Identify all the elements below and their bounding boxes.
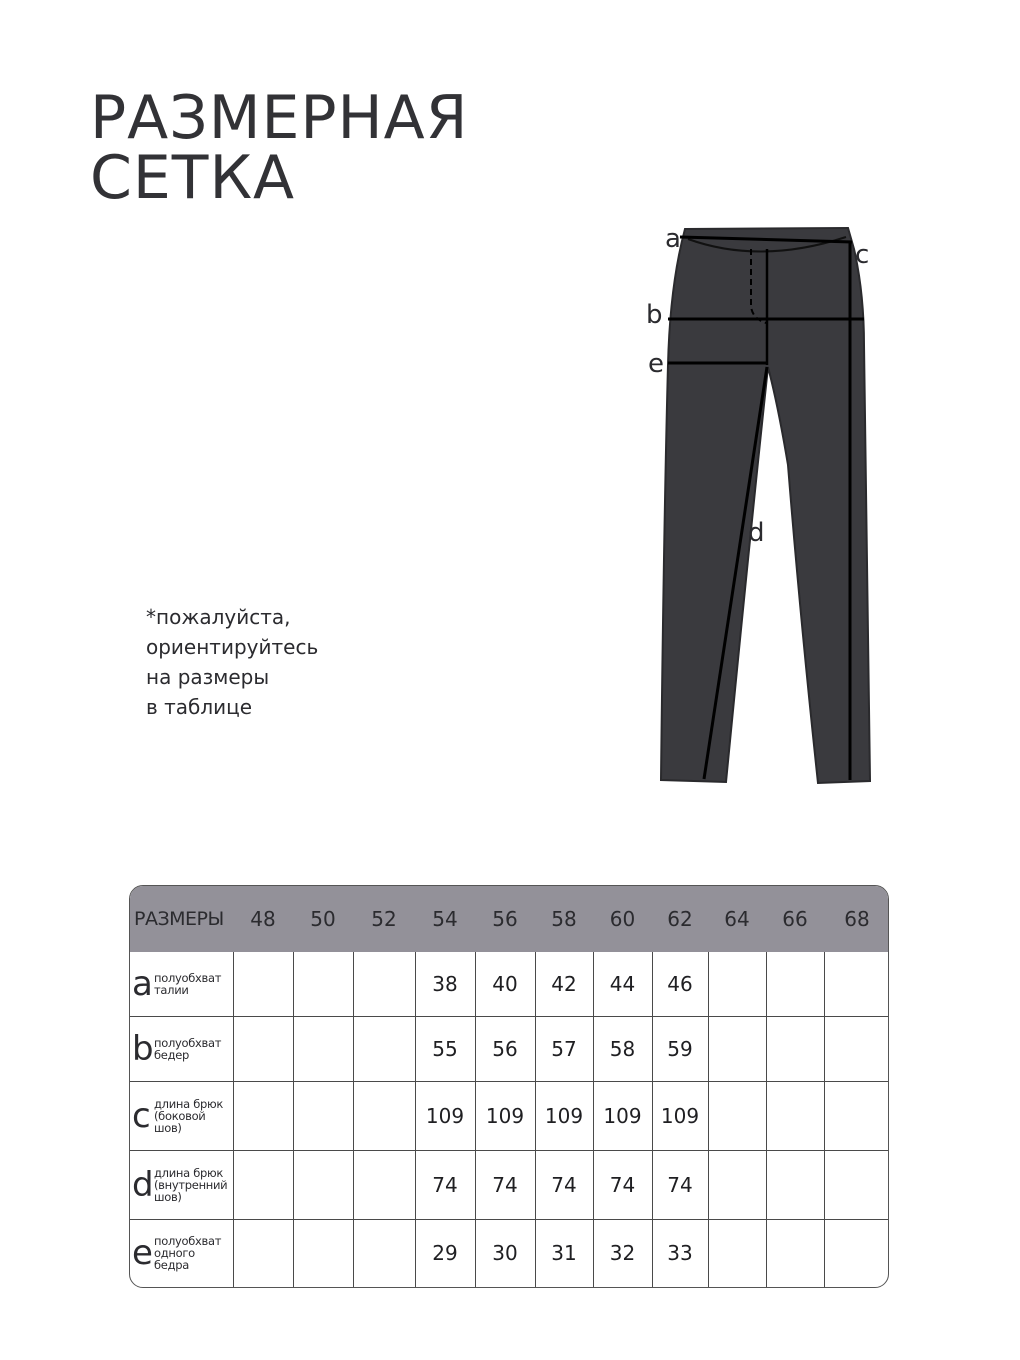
table-cell bbox=[766, 1081, 824, 1150]
table-cell bbox=[708, 1150, 766, 1219]
label-d: d bbox=[748, 518, 765, 548]
label-c: c bbox=[855, 240, 870, 270]
row-letter: b bbox=[132, 1028, 154, 1069]
row-label-cell bbox=[130, 952, 233, 1016]
size-table bbox=[129, 885, 889, 1288]
table-cell bbox=[233, 1016, 293, 1081]
row-label-cell bbox=[130, 1016, 233, 1081]
row-description: длина брюк (внутренний шов) bbox=[154, 1165, 228, 1204]
table-cell bbox=[824, 952, 889, 1016]
table-cell: 56 bbox=[475, 1016, 535, 1081]
table-cell bbox=[293, 1016, 353, 1081]
table-cell: 33 bbox=[652, 1219, 708, 1287]
size-header-cell: 54 bbox=[432, 907, 458, 931]
page-title-line-2: СЕТКА bbox=[90, 143, 296, 213]
table-cell: 109 bbox=[593, 1081, 652, 1150]
table-cell: 109 bbox=[475, 1081, 535, 1150]
table-cell bbox=[766, 952, 824, 1016]
table-cell: 29 bbox=[415, 1219, 475, 1287]
table-cell: 42 bbox=[535, 952, 593, 1016]
table-cell bbox=[708, 1081, 766, 1150]
table-cell bbox=[824, 1219, 889, 1287]
table-cell bbox=[353, 1150, 415, 1219]
table-cell: 31 bbox=[535, 1219, 593, 1287]
table-cell bbox=[766, 1150, 824, 1219]
label-b: b bbox=[646, 300, 663, 330]
table-row bbox=[130, 1219, 889, 1287]
size-table-grid bbox=[130, 886, 889, 1287]
table-cell: 74 bbox=[652, 1150, 708, 1219]
note-line-3: на размеры bbox=[146, 665, 270, 689]
row-letter: a bbox=[132, 963, 153, 1004]
table-cell bbox=[824, 1150, 889, 1219]
table-cell bbox=[353, 1016, 415, 1081]
row-letter: e bbox=[132, 1233, 153, 1274]
table-cell bbox=[766, 1219, 824, 1287]
table-cell bbox=[293, 952, 353, 1016]
table-cell: 109 bbox=[535, 1081, 593, 1150]
page-title bbox=[90, 83, 469, 213]
table-cell bbox=[353, 1219, 415, 1287]
table-cell: 74 bbox=[593, 1150, 652, 1219]
table-cell bbox=[708, 952, 766, 1016]
size-header-cell: 50 bbox=[310, 907, 336, 931]
table-cell bbox=[233, 1219, 293, 1287]
row-description: полуобхват талии bbox=[154, 970, 222, 997]
table-cell bbox=[293, 1219, 353, 1287]
row-description: полуобхват одного бедра bbox=[154, 1234, 222, 1273]
table-cell: 30 bbox=[475, 1219, 535, 1287]
table-cell: 109 bbox=[415, 1081, 475, 1150]
size-header-cell: 66 bbox=[782, 907, 808, 931]
size-header-cell: 52 bbox=[371, 907, 397, 931]
row-label-cell bbox=[130, 1150, 233, 1219]
table-cell: 74 bbox=[535, 1150, 593, 1219]
size-header-cell: 60 bbox=[609, 907, 636, 931]
label-e: e bbox=[648, 349, 664, 379]
table-cell: 40 bbox=[475, 952, 535, 1016]
table-cell bbox=[293, 1081, 353, 1150]
table-cell: 44 bbox=[593, 952, 652, 1016]
row-description: полуобхват бедер bbox=[154, 1035, 222, 1062]
table-row bbox=[130, 952, 889, 1016]
size-header-cell: 48 bbox=[250, 907, 276, 931]
table-cell: 38 bbox=[415, 952, 475, 1016]
table-cell: 58 bbox=[593, 1016, 652, 1081]
size-header-cell: 64 bbox=[724, 907, 750, 931]
table-cell bbox=[233, 952, 293, 1016]
table-cell bbox=[233, 1150, 293, 1219]
row-label-cell bbox=[130, 1081, 233, 1150]
table-cell: 109 bbox=[652, 1081, 708, 1150]
table-cell bbox=[824, 1016, 889, 1081]
table-cell bbox=[708, 1016, 766, 1081]
row-letter: c bbox=[132, 1095, 151, 1136]
table-cell bbox=[708, 1219, 766, 1287]
table-row bbox=[130, 1081, 889, 1150]
size-header-label: РАЗМЕРЫ bbox=[134, 908, 224, 930]
table-cell bbox=[353, 1081, 415, 1150]
note-line-1: *пожалуйста, bbox=[146, 605, 291, 629]
row-label-cell bbox=[130, 1219, 233, 1287]
table-cell bbox=[233, 1081, 293, 1150]
size-header-cell: 58 bbox=[551, 907, 577, 931]
table-cell bbox=[353, 952, 415, 1016]
table-cell: 74 bbox=[475, 1150, 535, 1219]
row-letter: d bbox=[132, 1164, 154, 1205]
note-line-4: в таблице bbox=[146, 695, 253, 719]
table-cell: 46 bbox=[652, 952, 708, 1016]
size-header-cell: 56 bbox=[492, 907, 518, 931]
size-header-cell: 62 bbox=[667, 907, 693, 931]
table-cell bbox=[293, 1150, 353, 1219]
pants-diagram bbox=[640, 215, 890, 795]
table-cell bbox=[766, 1016, 824, 1081]
size-header-row bbox=[130, 886, 889, 952]
note-line-2: ориентируйтесь bbox=[146, 635, 319, 659]
table-cell: 59 bbox=[652, 1016, 708, 1081]
table-cell: 32 bbox=[593, 1219, 652, 1287]
row-description: длина брюк (боковой шов) bbox=[154, 1096, 224, 1135]
table-cell: 74 bbox=[415, 1150, 475, 1219]
sizing-note bbox=[146, 602, 318, 722]
table-cell: 57 bbox=[535, 1016, 593, 1081]
size-header-cell: 68 bbox=[844, 907, 870, 931]
table-row bbox=[130, 1150, 889, 1219]
pants-silhouette bbox=[661, 228, 870, 783]
table-cell: 55 bbox=[415, 1016, 475, 1081]
table-row bbox=[130, 1016, 889, 1081]
page-title-line-1: РАЗМЕРНАЯ bbox=[90, 83, 469, 153]
label-a: a bbox=[665, 224, 681, 254]
table-cell bbox=[824, 1081, 889, 1150]
